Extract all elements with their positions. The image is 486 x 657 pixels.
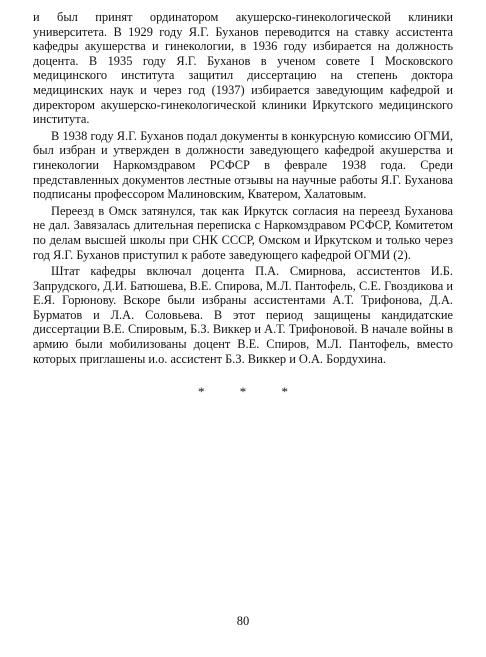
paragraph-1: и был принят ординатором акушерско-гинекологической клиники университета. В 1929 году Я.Г. Буханов переводится на ставку ассистента кафедры акушерства и гинекологии, в 1936 году избирается на должность доцента. В 1935 году Я.Г. Буханов в ученом совете I Московского медицинского института защитил диссертацию на степень доктора медицинских наук и через год (1937) избирается заведующим кафедрой и директором акушерско-гинекологической клиники Иркутского медицинского института. [33, 10, 453, 127]
paragraph-4: Штат кафедры включал доцента П.А. Смирнова, ассистентов И.Б. Запрудского, Д.И. Батюшева, В.Е. Спирова, М.Л. Пантофель, С.Е. Гвоздикова и Е.Я. Горюнову. Вскоре были избраны ассистентами А.Т. Трифонова, Д.А. Бурматов и Л.А. Соловьева. В этот период защищены кандидатские диссертации В.Е. Спировым, Б.З. Виккер и А.Т. Трифоновой. В начале войны в армию были мобилизованы доцент В.Е. Спиров, М.Л. Пантофель, вместо которых приглашены и.о. ассистент Б.З. Виккер и О.А. Бордухина. [33, 264, 453, 366]
paragraph-3: Переезд в Омск затянулся, так как Иркутск согласия на переезд Буханова не дал. Завязалась длительная переписка с Наркомздравом РСФСР, Комитетом по делам высшей школы при СНК СССР, Омском и Иркутском и только через год Я.Г. Буханов приступил к работе заведующего кафедрой ОГМИ (2). [33, 203, 453, 262]
page-number: 80 [236, 614, 250, 628]
body-text [33, 10, 453, 368]
paragraph-2: В 1938 году Я.Г. Буханов подал документы в конкурсную комиссию ОГМИ, был избран и утвержден в должности заведующего кафедрой акушерства и гинекологии Наркомздравом РСФСР в феврале 1938 года. Среди представленных документов лестные отзывы на научные работы Я.Г. Буханова подписаны профессором Малиновским, Кватером, Халатовым. [33, 128, 453, 202]
section-separator: * * * [198, 384, 304, 399]
